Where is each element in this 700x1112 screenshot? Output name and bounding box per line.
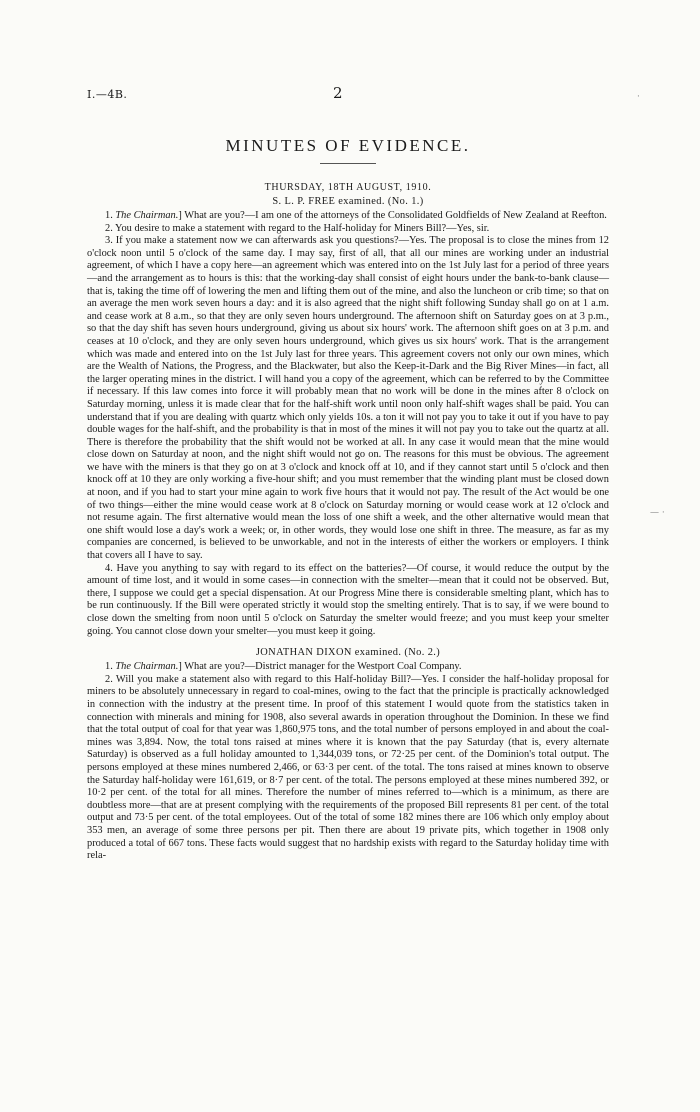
evidence-paragraph: 3. If you make a statement now we can afterwards ask you questions?—Yes. The proposal is to close the mines from 12 o'clock noon until 5 o'clock of the same day. I may say, first of all, that all our mines are working under an industrial agreement, of which I have a copy here—an agreement which was entered into on the 1st July last for a period of three years—and the arrangement as to hours is this: that the working-day shall consist of eight hours under the bank-to-bank clause—that is, taking the time off of lowering the men and lifting them out of the mine, and also the luncheon or crib time; so that on an average the men work seven hours a day: and it is also agreed that the night shift following Sunday shall go on at 1 a.m. and cease work at 8 a.m., so that they are only seven hours underground. The afternoon shift on Saturday goes on at 3 p.m., so that the day shift has seven hours underground, giving us about six hours' work. The afternoon shift goes on at 3 p.m. and ceases at 10 o'clock, and they are only seven hours underground, which gives us six hours' work. That is the arrangement which was made and entered into on the 1st July last for three years. This agreement covers not only our own mines, which are the Wealth of Nations, the Progress, and the Blackwater, but also the Keep-it-Dark and the Big River Mines—in fact, all the larger operating mines in the district. I will hand you a copy of the agreement, which can be referred to by the Committee if necessary. If this law comes into force it will probably mean that no work will be done in the mines after 8 o'clock on Saturday morning, unless it is made clear that for the half-shift work until noon only half-shift wages shall be paid. You can understand that if you are dealing with quartz which only yields 10s. a ton it will not pay you to take it out if you have to pay double wages for the half-shift, and the probability is that in most of the mines it will not pay you to take out the quartz at all. There is therefore the probability that the shift would not be worked at all. In any case it would mean that the mine would close down on Saturday at noon, and the night shift would not go on. The reasons for this must be obvious. The agreement we have with the miners is that they go on at 3 o'clock and knock off at 10, and if they cannot start until 5 o'clock and then knock off at 10 they are only working a five-hour shift; and you must remember that the winding plant must be closed down at noon, and if you had to start your mine again to work five hours that it would not pay. The result of the Act would be one of two things—either the mine would cease work at 8 o'clock on Saturday morning or would cease work at 12 o'clock and not resume again. The first alternative would mean the loss of one shift a week, and the other alternative would mean that one shift would lose a day's work a week; or, in other words, they would lose one shift in three. The measure, as far as my companies are concerned, is believed to be unworkable, and not in the interests of either the workers or employers. I think that covers all I have to say. (87, 235, 610, 562)
evidence-paragraph: 4. Have you anything to say with regard to its effect on the batteries?—Of course, it would reduce the output by the amount of time lost, and it would in some cases—in connection with the smelter—mean that it could not be observed. But, there, I suppose we could get a special dispensation. At our Progress Mine there is considerable smelting plant, which has to be run continuously. If the Bill were operated strictly it would stop the smelting entirely. That is to say, if we were bound to close down the smelting from noon until 5 o'clock on Saturday the smelter would freeze; and you must keep your smelter going. You cannot close down your smelter—you must keep it going. (87, 562, 610, 637)
witness-heading: JONATHAN DIXON examined. (No. 2.) (255, 647, 441, 659)
page-title: MINUTES OF EVIDENCE. (225, 136, 471, 155)
evidence-paragraph: 2. You desire to make a statement with regard to the Half-holiday for Miners Bill?—Yes, sir. (105, 222, 490, 234)
document-reference: I.—4B. (87, 88, 128, 101)
evidence-paragraph: 1. The Chairman.] What are you?—I am one of the attorneys of the Consolidated Goldfields of New Zealand at Reefton. (105, 210, 607, 221)
evidence-paragraph: 2. Will you make a statement also with regard to this Half-holiday Bill?—Yes. I consider the half-holiday proposal for miners to be absolutely unnecessary in regard to coal-mines, owing to the fact that the principle is practically acknowledged in connection with the industry at the present time. In proof of this statement I would quote from the statistics taken in connection with minerals and mining for 1908, also several awards in operation throughout the Dominion. In these we find that the total output of coal for that year was 1,860,975 tons, and the total number of persons employed in and about the coal-mines was 3,894. Now, the total tons raised at mines where it is known that the pay Saturday (that is, every alternate Saturday) is observed as a full holiday amounted to 1,344,039 tons, or 72·25 per cent. of the Dominion's total output. The persons employed at these mines numbered 2,466, or 63·3 per cent. of the total. The tons raised at mines known to observe the Saturday half-holiday were 161,619, or 8·7 per cent. of the total. The persons employed at these mines numbered 392, or 10·2 per cent. of the total for all mines. Therefore the number of mines referred to—which is a minimum, as there are doubtless more—that are at present complying with the requirements of the proposed Bill represents 81 per cent. of the total output and 73·5 per cent. of the total employees. Out of the total of some 182 mines there are 106 which only employ about 353 men, an average of some three persons per pit. Then there are about 19 private pits, which together in 1908 only produced a total of 667 tons. These facts would suggest that no hardship exists with regard to the Saturday holiday time with rela- (87, 673, 609, 862)
evidence-paragraph: 1. The Chairman.] What are you?—District manager for the Westport Coal Company. (105, 661, 462, 673)
page-number: 2 (333, 84, 343, 102)
speaker-label: The Chairman. (115, 661, 179, 673)
title-rule (320, 163, 376, 164)
page-header (87, 84, 609, 110)
document-page (87, 84, 609, 863)
margin-mark: · (637, 92, 640, 102)
witness-heading: S. L. P. FREE examined. (No. 1.) (272, 196, 424, 207)
speaker-label: The Chairman. (115, 210, 179, 221)
margin-mark: — · (650, 508, 665, 518)
hearing-date: THURSDAY, 18TH AUGUST, 1910. (264, 182, 432, 193)
